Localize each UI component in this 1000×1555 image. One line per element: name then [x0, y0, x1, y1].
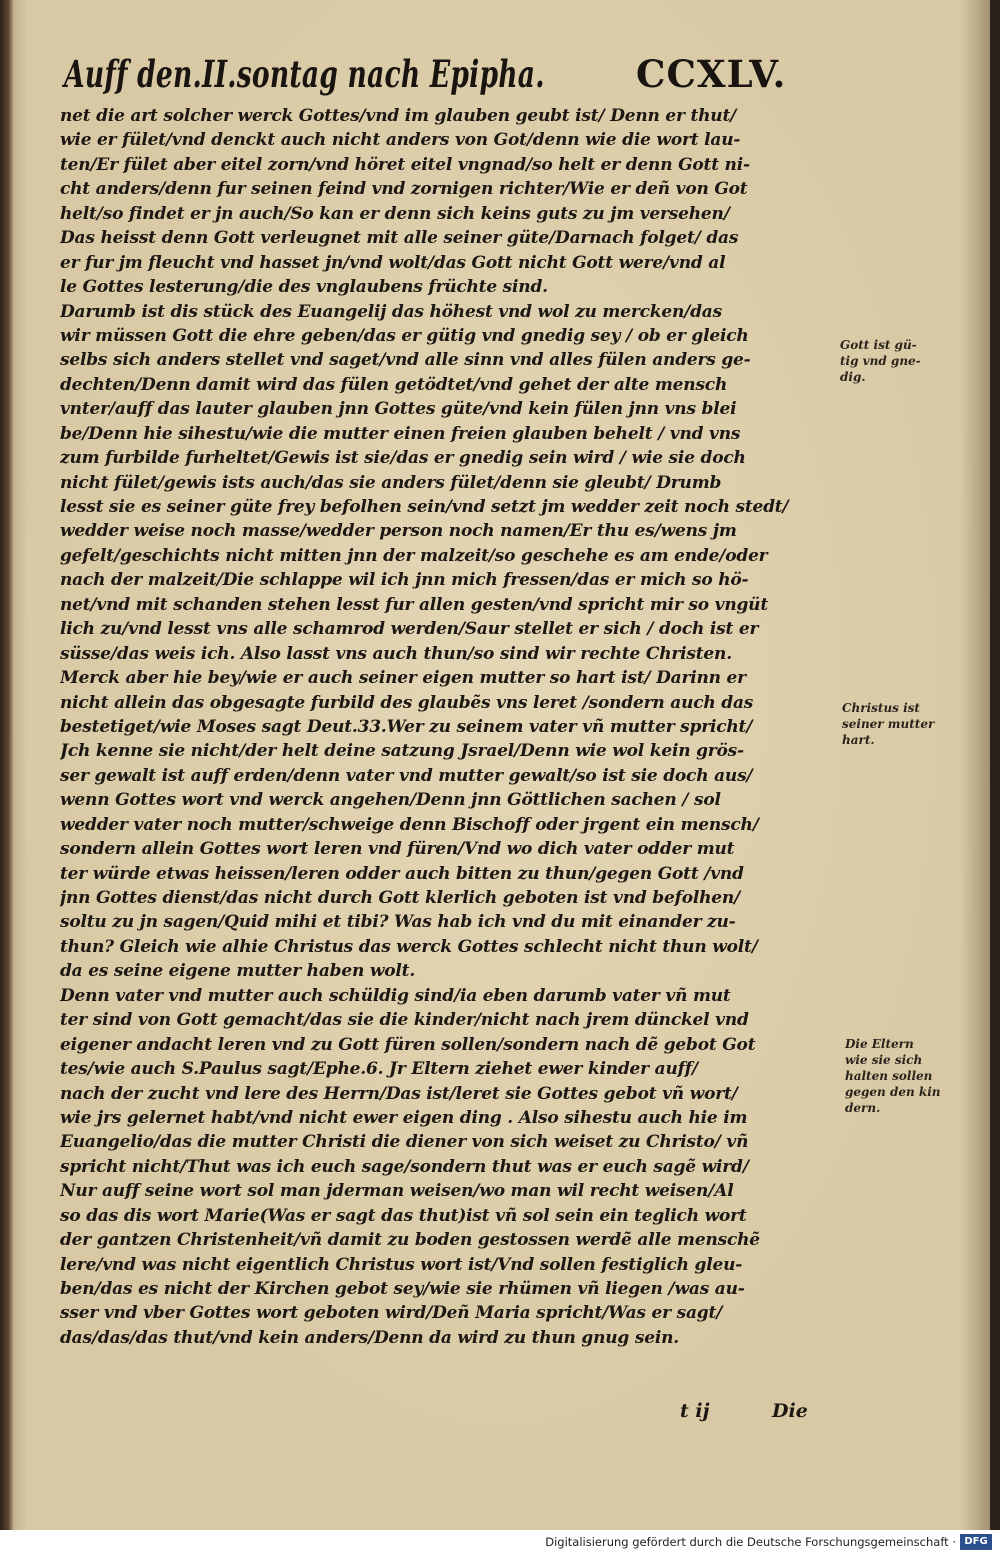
text-line: eigener andacht leren vnd zu Gott füren sollen/sondern nach dẽ gebot Got — [60, 1034, 756, 1055]
text-line: Merck aber hie bey/wie er auch seiner eigen mutter so hart ist/ Darinn er — [60, 668, 746, 689]
text-line: vnter/auff das lauter glauben jnn Gottes güte/vnd kein fülen jnn vns blei — [60, 399, 737, 420]
footer-bar — [0, 1530, 1000, 1555]
marginal-note-line: wie sie sich — [845, 1053, 923, 1067]
body-text — [60, 104, 828, 1350]
text-line: sser vnd vber Gottes wort geboten wird/Deñ Maria spricht/Was er sagt/ — [60, 1303, 723, 1324]
text-line: lere/vnd was nicht eigentlich Christus wort ist/Vnd sollen festiglich gleu- — [60, 1254, 743, 1275]
text-line: sondern allein Gottes wort leren vnd füren/Vnd wo dich vater odder mut — [60, 839, 735, 860]
text-line: wedder weise noch masse/wedder person noch namen/Er thu es/wens jm — [60, 521, 737, 542]
text-line: Denn vater vnd mutter auch schüldig sind/ia eben darumb vater vñ mut — [60, 985, 731, 1006]
text-line: ben/das es nicht der Kirchen gebot sey/wie sie rhümen vñ liegen /was au- — [60, 1279, 745, 1299]
marginal-note-line: dern. — [845, 1101, 881, 1115]
binding-spine — [0, 0, 14, 1530]
text-line: tes/wie auch S.Paulus sagt/Ephe.6. Jr Eltern ziehet ewer kinder auff/ — [60, 1059, 698, 1080]
text-line: helt/so findet er jn auch/So kan er denn sich keins guts zu jm versehen/ — [60, 203, 730, 224]
marginal-note-line: halten sollen — [845, 1069, 933, 1083]
text-line: so das dis wort Marie(Was er sagt das thut)ist vñ sol sein ein teglich wort — [60, 1205, 747, 1226]
marginal-note-line: gegen den kin — [845, 1085, 941, 1099]
text-line: gefelt/geschichts nicht mitten jnn der malzeit/so geschehe es am ende/oder — [60, 545, 768, 566]
text-line: der gantzen Christenheit/vñ damit zu boden gestossen werdẽ alle menschẽ — [60, 1230, 760, 1251]
text-line: dechten/Denn damit wird das fülen getödtet/vnd gehet der alte mensch — [60, 374, 728, 395]
text-line: le Gottes lesterung/die des vnglaubens früchte sind. — [60, 277, 548, 298]
text-line: wenn Gottes wort vnd werck angehen/Denn jnn Göttlichen sachen / sol — [60, 790, 721, 811]
text-line: ter würde etwas heissen/leren odder auch bitten zu thun/gegen Gott /vnd — [60, 863, 744, 884]
text-line: be/Denn hie sihestu/wie die mutter einen freien glauben behelt / vnd vns — [60, 423, 741, 444]
folio-number: CCXLV. — [636, 52, 787, 96]
dfg-logo-icon: DFG — [960, 1534, 992, 1550]
text-line: süsse/das weis ich. Also lasst vns auch thun/so sind wir rechte Christen. — [60, 643, 732, 664]
text-line: nicht allein das obgesagte furbild des glaubẽs vns leret /sondern auch das — [60, 692, 754, 713]
marginal-note-line: tig vnd gne- — [840, 354, 921, 368]
text-line: thun? Gleich wie alhie Christus das werck Gottes schlecht nicht thun wolt/ — [60, 936, 758, 957]
text-line: nach der zucht vnd lere des Herrn/Das ist/leret sie Gottes gebot vñ wort/ — [60, 1083, 738, 1104]
text-line: nach der malzeit/Die schlappe wil ich jnn mich fressen/das er mich so hö- — [60, 570, 749, 591]
text-line: ter sind von Gott gemacht/das sie die kinder/nicht nach jrem dünckel vnd — [60, 1010, 749, 1031]
text-line: bestetiget/wie Moses sagt Deut.33.Wer zu seinem vater vñ mutter spricht/ — [60, 716, 753, 737]
text-line: selbs sich anders stellet vnd saget/vnd alle sinn vnd alles fülen anders ge- — [60, 350, 751, 371]
marginal-note-line: seiner mutter — [842, 717, 935, 731]
text-line: lich zu/vnd lesst vns alle schamrod werden/Saur stellet er sich / doch ist er — [60, 619, 759, 640]
marginal-note-line: dig. — [840, 370, 866, 384]
text-line: Darumb ist dis stück des Euangelij das höhest vnd wol zu mercken/das — [60, 301, 722, 322]
marginal-note-2 — [842, 700, 952, 748]
catchword: Die — [772, 1400, 808, 1422]
text-line: er fur jm fleucht vnd hasset jn/vnd wolt/das Gott nicht Gott were/vnd al — [60, 252, 726, 273]
text-line: das/das/das thut/vnd kein anders/Denn da wird zu thun gnug sein. — [60, 1327, 679, 1348]
text-line: wir müssen Gott die ehre geben/das er gütig vnd gnedig sey / ob er gleich — [60, 325, 749, 346]
text-line: zum furbilde furheltet/Gewis ist sie/das er gnedig sein wird / wie sie doch — [60, 448, 746, 469]
text-line: net/vnd mit schanden stehen lesst fur allen gesten/vnd spricht mir so vngüt — [60, 594, 768, 615]
text-line: wie jrs gelernet habt/vnd nicht ewer eigen ding . Also sihestu auch hie im — [60, 1107, 748, 1128]
text-line: da es seine eigene mutter haben wolt. — [60, 961, 416, 982]
text-line: nicht fület/gewis ists auch/das sie anders fület/denn sie gleubt/ Drumb — [60, 472, 722, 493]
signature-mark: t ij — [680, 1400, 710, 1422]
marginal-note-1 — [840, 337, 950, 385]
page-edge — [990, 0, 1000, 1530]
marginal-note-line: hart. — [842, 733, 875, 747]
text-line: cht anders/denn fur seinen feind vnd zornigen richter/Wie er deñ von Got — [60, 179, 748, 200]
marginal-note-line: Gott ist gü- — [840, 338, 917, 352]
text-line: Nur auff seine wort sol man jderman weisen/wo man wil recht weisen/Al — [60, 1181, 734, 1202]
signature-line — [680, 1400, 830, 1428]
text-line: Jch kenne sie nicht/der helt deine satzung Jsrael/Denn wie wol kein grös- — [60, 741, 744, 762]
text-line: jnn Gottes dienst/das nicht durch Gott klerlich geboten ist vnd befolhen/ — [60, 888, 741, 908]
text-line: spricht nicht/Thut was ich euch sage/sondern thut was er euch sagẽ wird/ — [60, 1156, 749, 1177]
text-line: ten/Er fület aber eitel zorn/vnd höret eitel vngnad/so helt er denn Gott ni- — [60, 154, 750, 175]
text-line: Das heisst denn Gott verleugnet mit alle seiner güte/Darnach folget/ das — [60, 228, 739, 249]
text-line: net die art solcher werck Gottes/vnd im glauben geubt ist/ Denn er thut/ — [60, 106, 737, 126]
marginal-note-line: Die Eltern — [845, 1037, 914, 1051]
running-title: Auff den.II.sontag nach Epipha. — [64, 52, 545, 96]
marginal-note-3 — [845, 1036, 955, 1116]
text-line: wie er fület/vnd denckt auch nicht anders von Got/denn wie die wort lau- — [60, 130, 741, 151]
text-line: lesst sie es seiner güte frey befolhen sein/vnd setzt jm wedder zeit noch stedt/ — [60, 497, 789, 517]
text-line: Euangelio/das die mutter Christi die diener von sich weiset zu Christo/ vñ — [60, 1132, 749, 1153]
marginal-note-line: Christus ist — [842, 701, 920, 715]
text-line: soltu zu jn sagen/Quid mihi et tibi? Was hab ich vnd du mit einander zu- — [60, 912, 736, 933]
text-line: ser gewalt ist auff erden/denn vater vnd mutter gewalt/so ist sie doch aus/ — [60, 765, 753, 786]
text-line: wedder vater noch mutter/schweige denn Bischoff oder jrgent ein mensch/ — [60, 814, 759, 835]
funding-credit: Digitalisierung gefördert durch die Deutsche Forschungsgemeinschaft · — [545, 1535, 956, 1549]
